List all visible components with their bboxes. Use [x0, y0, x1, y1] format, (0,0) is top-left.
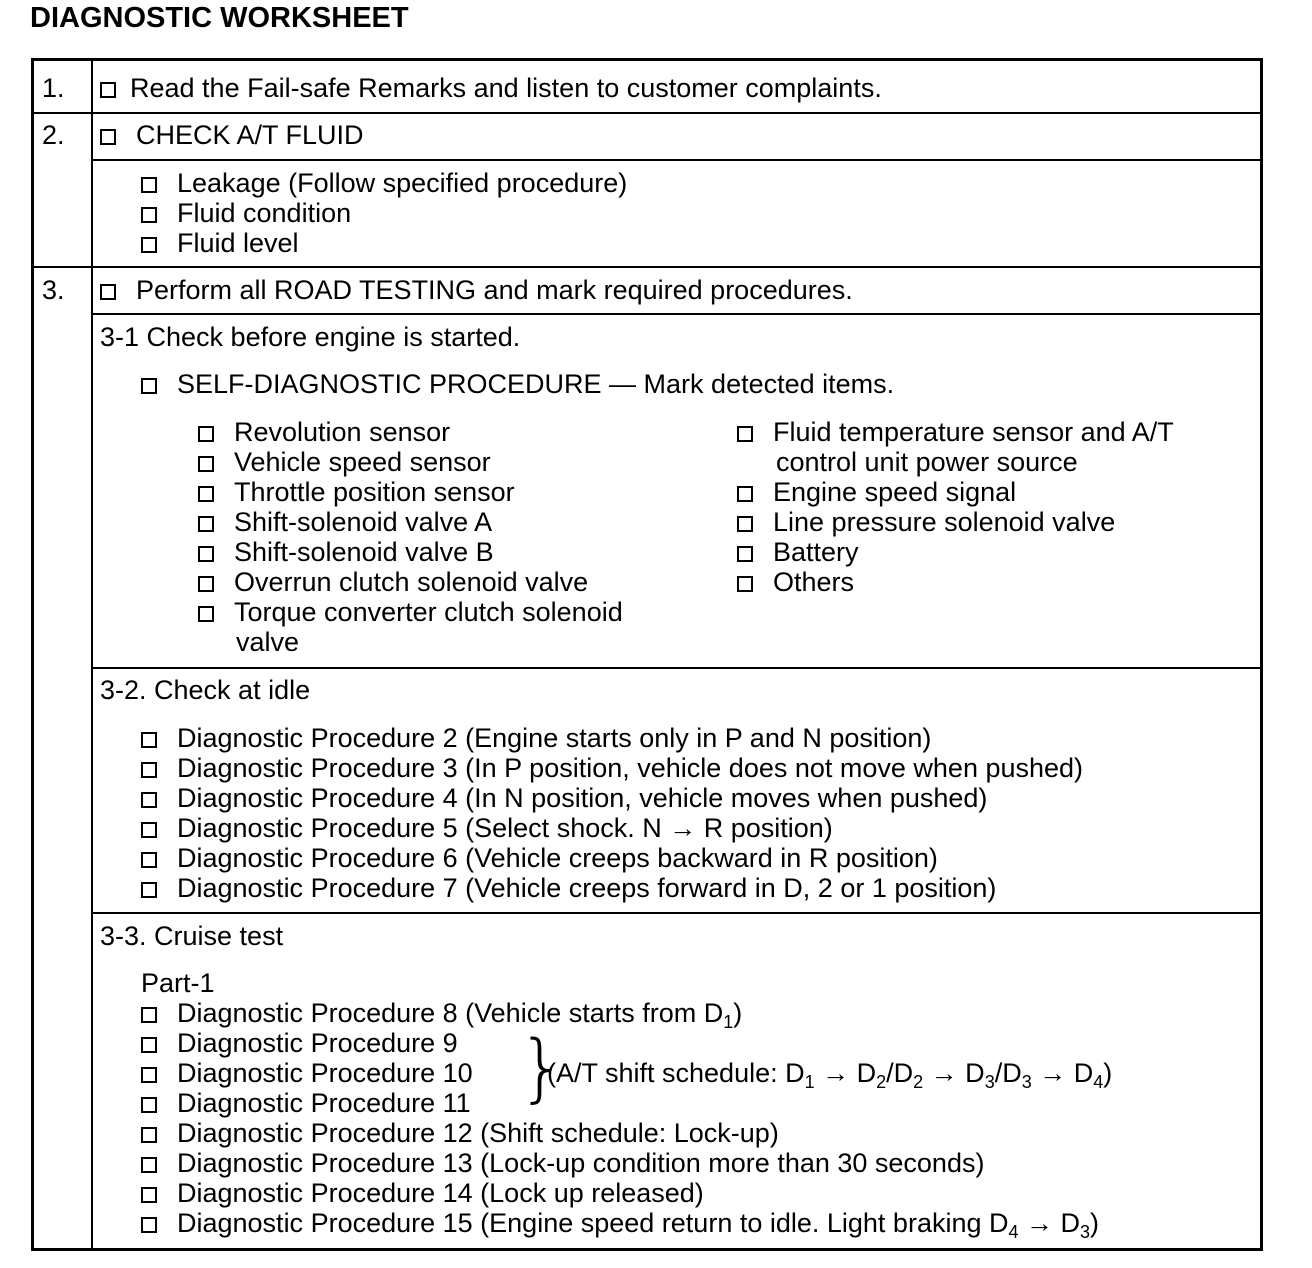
checkbox[interactable] [141, 1157, 157, 1173]
checkbox[interactable] [737, 426, 753, 442]
diagnostic-procedure-14-item: Diagnostic Procedure 14 (Lock up released) [141, 1178, 704, 1208]
row-divider-2 [34, 266, 1260, 268]
section-3-3-title: 3-3. Cruise test [100, 921, 284, 951]
checkbox[interactable] [198, 486, 214, 502]
step-1-item: Read the Fail-safe Remarks and listen to customer complaints. [100, 73, 882, 103]
checkbox[interactable] [141, 177, 157, 193]
worksheet-table [31, 58, 1263, 1251]
torque-converter-solenoid-continuation: valve [236, 627, 300, 657]
checkbox[interactable] [737, 576, 753, 592]
right-brace: } [518, 1025, 566, 1111]
row-divider-1 [34, 112, 1260, 114]
fluid-temperature-sensor-continuation: control unit power source [776, 447, 1078, 477]
checkbox[interactable] [100, 129, 116, 145]
shift-solenoid-a-item: Shift-solenoid valve A [198, 507, 492, 537]
overrun-clutch-solenoid-item: Overrun clutch solenoid valve [198, 567, 588, 597]
checkbox[interactable] [141, 1097, 157, 1113]
checkbox[interactable] [737, 516, 753, 532]
diagnostic-procedure-2-item: Diagnostic Procedure 2 (Engine starts only in P and N position) [141, 723, 931, 753]
checkbox[interactable] [141, 207, 157, 223]
diagnostic-procedure-15-item: Diagnostic Procedure 15 (Engine speed return to idle. Light braking $D_4 \to D_3$) [141, 1208, 1099, 1238]
checkbox[interactable] [141, 1067, 157, 1083]
step-3-number: 3. [42, 275, 65, 305]
diagnostic-procedure-5-item: Diagnostic Procedure 5 (Select shock. N → R position) [141, 813, 833, 843]
row-divider-3b [91, 667, 1260, 669]
torque-converter-solenoid-item: Torque converter clutch solenoid [198, 597, 623, 627]
checkbox[interactable] [198, 606, 214, 622]
checkbox[interactable] [737, 486, 753, 502]
part-1-label: Part-1 [141, 968, 215, 998]
checkbox[interactable] [141, 882, 157, 898]
diagnostic-procedure-7-item: Diagnostic Procedure 7 (Vehicle creeps forward in D, 2 or 1 position) [141, 873, 996, 903]
checkbox[interactable] [198, 516, 214, 532]
checkbox[interactable] [100, 284, 116, 300]
diagnostic-procedure-12-item: Diagnostic Procedure 12 (Shift schedule: Lock-up) [141, 1118, 779, 1148]
step-2-header: CHECK A/T FLUID [100, 120, 364, 150]
checkbox[interactable] [141, 1007, 157, 1023]
fluid-temperature-sensor-item: Fluid temperature sensor and A/T [737, 417, 1174, 447]
diagnostic-procedure-11-item: Diagnostic Procedure 11 [141, 1088, 471, 1118]
step-2-number: 2. [42, 120, 65, 150]
diagnostic-procedure-4-item: Diagnostic Procedure 4 (In N position, vehicle moves when pushed) [141, 783, 987, 813]
checkbox[interactable] [141, 378, 157, 394]
checkbox[interactable] [141, 732, 157, 748]
diagnostic-procedure-10-item: Diagnostic Procedure 10 [141, 1058, 473, 1088]
diagnostic-procedure-8-item: Diagnostic Procedure 8 (Vehicle starts from $D_1$) [141, 998, 742, 1028]
row-divider-3a [91, 313, 1260, 315]
vehicle-speed-sensor-item: Vehicle speed sensor [198, 447, 491, 477]
battery-item: Battery [737, 537, 859, 567]
diagnostic-procedure-9-item: Diagnostic Procedure 9 [141, 1028, 458, 1058]
self-diagnostic-item: SELF-DIAGNOSTIC PROCEDURE — Mark detected items. [141, 369, 894, 399]
checkbox[interactable] [141, 822, 157, 838]
shift-solenoid-b-item: Shift-solenoid valve B [198, 537, 494, 567]
diagnostic-procedure-13-item: Diagnostic Procedure 13 (Lock-up condition more than 30 seconds) [141, 1148, 984, 1178]
checkbox[interactable] [141, 762, 157, 778]
checkbox[interactable] [141, 1127, 157, 1143]
row-divider-2a [91, 159, 1260, 161]
fluid-level-item: Fluid level [141, 228, 299, 258]
checkbox[interactable] [198, 426, 214, 442]
number-column-divider [91, 61, 93, 1248]
revolution-sensor-item: Revolution sensor [198, 417, 450, 447]
shift-schedule-note: (A/T shift schedule: $D_1 \to D_2/D_2 \to D_3/D_3 \to D_4$) [547, 1058, 1113, 1092]
engine-speed-signal-item: Engine speed signal [737, 477, 1016, 507]
checkbox[interactable] [141, 237, 157, 253]
step-3-header: Perform all ROAD TESTING and mark required procedures. [100, 275, 853, 305]
section-3-1-title: 3-1 Check before engine is started. [100, 322, 521, 352]
row-divider-3c [91, 912, 1260, 914]
others-item: Others [737, 567, 854, 597]
diagnostic-procedure-6-item: Diagnostic Procedure 6 (Vehicle creeps backward in R position) [141, 843, 938, 873]
step-1-number: 1. [42, 73, 65, 103]
line-pressure-solenoid-item: Line pressure solenoid valve [737, 507, 1115, 537]
throttle-position-sensor-item: Throttle position sensor [198, 477, 515, 507]
worksheet-title: DIAGNOSTIC WORKSHEET [30, 2, 409, 34]
checkbox[interactable] [198, 546, 214, 562]
checkbox[interactable] [141, 852, 157, 868]
checkbox[interactable] [737, 546, 753, 562]
checkbox[interactable] [141, 1187, 157, 1203]
checkbox[interactable] [198, 456, 214, 472]
fluid-leakage-item: Leakage (Follow specified procedure) [141, 168, 627, 198]
checkbox[interactable] [141, 1217, 157, 1233]
checkbox[interactable] [198, 576, 214, 592]
fluid-condition-item: Fluid condition [141, 198, 351, 228]
checkbox[interactable] [100, 82, 116, 98]
checkbox[interactable] [141, 792, 157, 808]
section-3-2-title: 3-2. Check at idle [100, 675, 311, 705]
checkbox[interactable] [141, 1037, 157, 1053]
diagnostic-procedure-3-item: Diagnostic Procedure 3 (In P position, vehicle does not move when pushed) [141, 753, 1083, 783]
